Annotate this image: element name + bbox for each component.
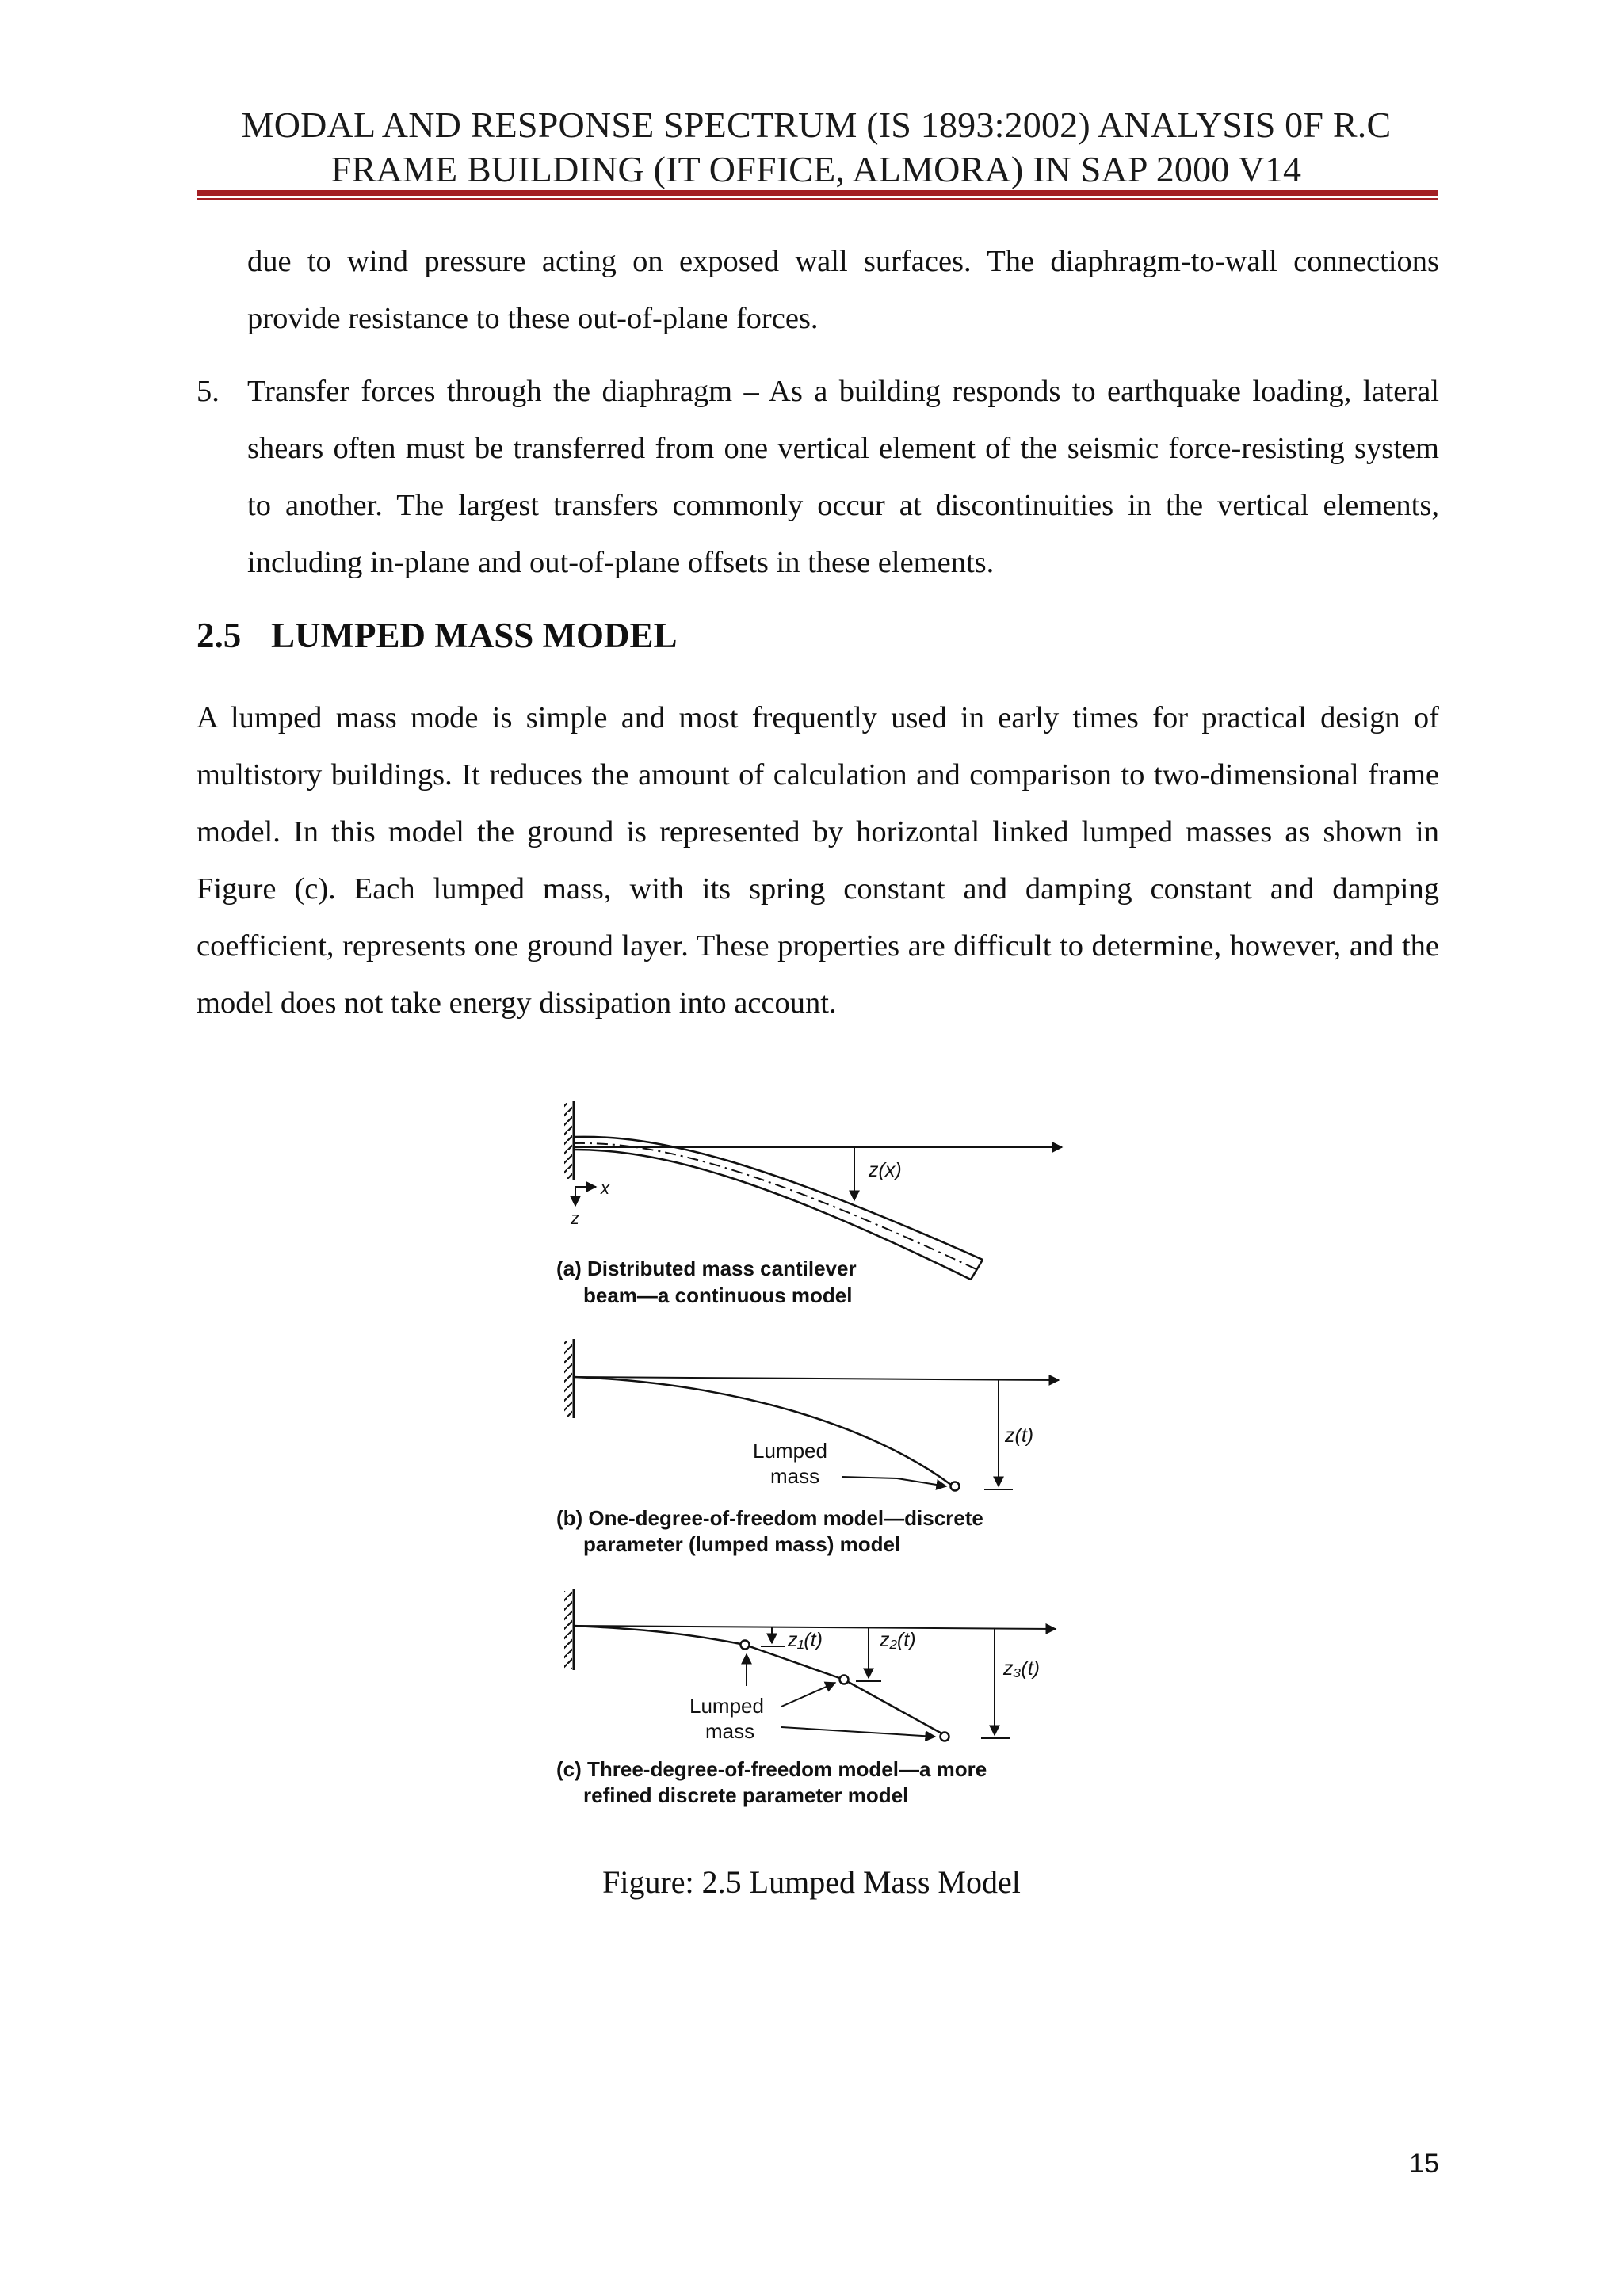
panel-a: [556, 1101, 1062, 1307]
fixed-support-c: [564, 1591, 572, 1669]
reference-axis-b: [574, 1377, 1059, 1380]
label-lumped-c: Lumped: [689, 1694, 764, 1718]
label-axis-z: z: [571, 1208, 579, 1228]
label-lumped-b: Lumped: [753, 1439, 827, 1463]
header-line-2: FRAME BUILDING (IT OFFICE, ALMORA) IN SAP 2000 V14: [330, 149, 1302, 189]
caption-c-line1: (c) Three-degree-of-freedom model—a more: [556, 1757, 987, 1781]
continuation-paragraph: due to wind pressure acting on exposed wall surfaces. The diaphragm-to-wall connections provide resistance to these out-of-plane forces.: [247, 245, 1439, 335]
header-line-1: MODAL AND RESPONSE SPECTRUM (IS 1893:2002) ANALYSIS 0F R.C: [241, 105, 1392, 145]
caption-a-line1: (a) Distributed mass cantilever: [556, 1257, 857, 1280]
header-rule-thin: [197, 198, 1438, 200]
lumped-mass-c1: [741, 1641, 750, 1650]
shape-c-seg1: [574, 1626, 745, 1645]
lumped-mass-c3: [941, 1733, 949, 1741]
lumped-mass-c2: [840, 1676, 849, 1684]
figure-caption: Figure: 2.5 Lumped Mass Model: [602, 1864, 1021, 1900]
section-number: 2.5: [197, 616, 242, 655]
list-item-text: Transfer forces through the diaphragm – As a building responds to earthquake loading, lateral shears often must be transferred from one vertical element of the seismic force-resisting system to another. The largest transfers commonly occur at discontinuities in the vertical elements, including in-plane and out-of-plane offsets in these elements.: [247, 375, 1439, 579]
pointer-arrow-b: [842, 1477, 946, 1486]
caption-b-line2: parameter (lumped mass) model: [583, 1532, 901, 1556]
page-number: 15: [1409, 2149, 1439, 2179]
deflected-shape-b: [574, 1377, 951, 1485]
label-zx: z(x): [869, 1159, 902, 1181]
label-z1: z₁(t): [788, 1629, 823, 1651]
beam-centerline: [574, 1143, 976, 1269]
section-title: LUMPED MASS MODEL: [271, 616, 678, 655]
caption-b-line1: (b) One-degree-of-freedom model—discrete: [556, 1506, 983, 1530]
pointer-arrow-c2: [781, 1683, 835, 1707]
label-zt: z(t): [1005, 1425, 1034, 1447]
fixed-support-b: [564, 1341, 572, 1417]
label-z2: z₂(t): [880, 1629, 916, 1651]
label-mass-c: mass: [705, 1719, 755, 1743]
pointer-arrow-c3: [781, 1727, 935, 1737]
label-mass-b: mass: [770, 1464, 820, 1488]
panel-c: [556, 1589, 1056, 1807]
lumped-mass-figure: [539, 1093, 1078, 1830]
label-z3: z₃(t): [1003, 1657, 1041, 1680]
list-item-number: 5.: [197, 375, 220, 408]
lumped-mass-b: [951, 1482, 960, 1491]
fixed-support-a: [564, 1103, 572, 1179]
section-heading: [197, 612, 678, 659]
caption-c-line2: refined discrete parameter model: [583, 1783, 909, 1807]
running-header: [190, 103, 1442, 192]
header-rule-thick: [197, 190, 1438, 196]
label-axis-x: x: [601, 1178, 609, 1198]
panel-b: [556, 1339, 1059, 1556]
caption-a-line2: beam—a continuous model: [583, 1283, 853, 1307]
body-paragraph: A lumped mass mode is simple and most frequently used in early times for practical design of multistory buildings. It reduces the amount of calculation and comparison to two-dimensional frame model. In this model the ground is represented by horizontal linked lumped masses as shown in Figure (c). Each lumped mass, with its spring constant and damping constant and damping coefficient, represents one ground layer. These properties are difficult to determine, however, and the model does not take energy dissipation into account.: [197, 701, 1439, 1020]
figure-drawing: [539, 1093, 1078, 1830]
shape-c-seg3: [844, 1680, 945, 1735]
